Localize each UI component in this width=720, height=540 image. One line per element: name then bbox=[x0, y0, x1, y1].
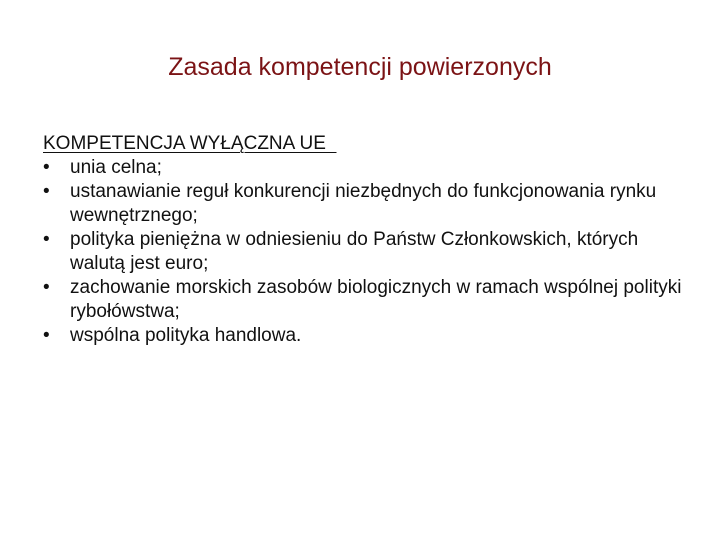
slide-title: Zasada kompetencji powierzonych bbox=[168, 53, 552, 81]
list-item-text: wspólna polityka handlowa. bbox=[70, 325, 302, 346]
bullet-icon: • bbox=[43, 157, 50, 178]
bullet-icon: • bbox=[43, 277, 50, 298]
list-item bbox=[43, 228, 683, 276]
list-item bbox=[43, 324, 683, 348]
list-item-text: ustanawianie reguł konkurencji niezbędnych do funkcjonowania rynku wewnętrznego; bbox=[70, 181, 657, 226]
list-item-text: polityka pieniężna w odniesieniu do Państw Członkowskich, których walutą jest euro; bbox=[70, 229, 639, 274]
list-item-text: unia celna; bbox=[70, 157, 162, 178]
bullet-icon: • bbox=[43, 229, 50, 250]
list-item bbox=[43, 156, 683, 180]
competence-list bbox=[43, 156, 683, 348]
list-item bbox=[43, 276, 683, 324]
list-item bbox=[43, 180, 683, 228]
list-item-text: zachowanie morskich zasobów biologicznych w ramach wspólnej polityki rybołówstwa; bbox=[70, 277, 682, 322]
section-heading: KOMPETENCJA WYŁĄCZNA UE bbox=[43, 133, 337, 154]
slide-body bbox=[43, 132, 683, 348]
bullet-icon: • bbox=[43, 181, 50, 202]
bullet-icon: • bbox=[43, 325, 50, 346]
